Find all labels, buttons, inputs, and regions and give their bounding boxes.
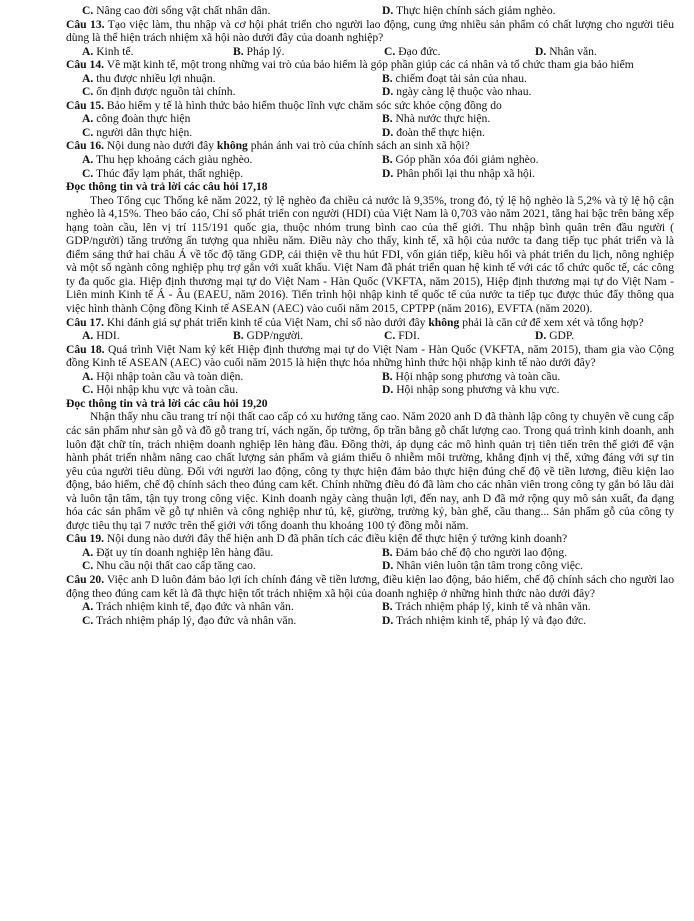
option-d: D. Hội nhập song phương và khu vực. (382, 383, 560, 397)
question-15-options (66, 112, 674, 139)
question-18: Câu 18. Quá trình Việt Nam ký kết Hiệp định thương mại tự do Việt Nam - Hàn Quốc (VKFTA, năm 2015), tham gia vào Cộng đồng Kinh tế ASEAN (AEC) vào cuối năm 2015 là hiện thực hóa những hình thức hội nhập kinh tế nào dưới đây? (66, 342, 674, 370)
question-17: Câu 17. Khi đánh giá sự phát triển kinh tế của Việt Nam, chỉ số nào dưới đây không phải là căn cứ để xem xét và tổng hợp? (66, 315, 644, 329)
question-15: Câu 15. Bảo hiểm y tế là hình thức bảo hiểm thuộc lĩnh vực chăm sóc sức khỏe cộng đồng do (66, 98, 502, 112)
option-b: B. GDP/người. (233, 329, 304, 343)
question-20-options (66, 600, 674, 627)
option-a: A. Trách nhiệm kinh tế, đạo đức và nhân văn. (82, 600, 294, 614)
question-20: Câu 20. Việc anh D luôn đảm bảo lợi ích chính đáng về tiền lương, điều kiện lao động, bảo hiểm, chế độ chính sách cho người lao động theo đúng cam kết là đã thực hiện tốt trách nhiệm xã hội của doanh nghiệp ở những hình thức nào dưới đây? (66, 572, 674, 600)
option-b: B. Đảm bảo chế độ cho người lao động. (382, 545, 568, 559)
reading-passage-17-18: Theo Tổng cục Thống kê năm 2022, tỷ lệ nghèo đa chiều cả nước là 9,35%, trong đó, tỷ lệ hộ nghèo là 5,2% và tỷ lệ hộ cận nghèo là 4,15%. Theo báo cáo, Chỉ số phát triển con người (HDI) của Việt Nam là 0,703 vào năm 2021, tăng hai bậc trên bảng xếp hạng toàn cầu, lên vị trí 115/191 quốc gia, thuộc nhóm trung bình cao của thế giới. Thu nhập bình quân trên đầu người ( GDP/người) tăng trưởng ấn tượng qua nhiều năm. Điều này cho thấy, kinh tế, xã hội của nước ta đang tiếp tục phát triển và là điểm sáng thứ hai châu Á về tốc độ tăng GDP, cải thiện về thu hút FDI, vốn gián tiếp, kiều hối và phát triển du lịch, nông nghiệp và một số ngành công nghiệp phụ trợ gắn với xuất khẩu. Việt Nam đã phát triển quan hệ kinh tế với các tổ chức quốc tế, các công ty đa quốc gia. Hiệp định thương mại tự do Việt Nam - Hàn Quốc (VKFTA, năm 2015), Hiệp định thương mại tự do Việt Nam - Liên minh Kinh tế Á - Âu (EAEU, năm 2016). Tiến trình hội nhập kinh tế quốc tế của nước ta tiếp tục được thúc đẩy thông qua việc hình thành Cộng đồng Kinh tế ASEAN (AEC) vào cuối năm 2015, CPTPP (năm 2016), EVFTA (năm 2020). (66, 193, 674, 316)
question-13: Câu 13. Tạo việc làm, thu nhập và cơ hội phát triển cho người lao động, cung ứng nhiều sản phẩm có chất lượng cho người tiêu dùng là thể hiện trách nhiệm xã hội nào dưới đây của doanh nghiệp? (66, 17, 674, 45)
option-d: D. Phân phối lại thu nhập xã hội. (382, 166, 535, 180)
reading-heading-17-18: Đọc thông tin và trả lời các câu hỏi 17,18 (66, 180, 268, 194)
option-b: B. Pháp lý. (233, 44, 285, 58)
question-17-options (66, 329, 674, 343)
option-d: D. đoàn thể thực hiện. (382, 125, 485, 139)
option-d: D. Trách nhiệm kinh tế, pháp lý và đạo đức. (382, 613, 587, 627)
option-a: A. HDI. (82, 329, 120, 343)
reading-passage-19-20: Nhận thấy nhu cầu trang trí nội thất cao cấp có xu hướng tăng cao. Năm 2020 anh D đã thành lập công ty chuyên về cung cấp các sản phẩm như sàn gỗ và đồ gỗ trang trí, vách ngăn, ốp tường, ốp trần bằng gỗ chất lượng cao. Trong quá trình kinh doanh, anh luôn đặt chữ tín, trách nhiệm doanh nghiệp lên hàng đầu. Đồng thời, áp dụng các mô hình quản trị tiên tiến trên thế giới để vận hành phát triển nhằm nâng cao chất lượng sản phẩm và giảm thiểu ô nhiễm môi trường, khẳng định vị thế, xứng đáng với sự tin yêu của người tiêu dùng. Đối với người lao động, công ty thực hiện đảm bảo thực hiện đúng chế độ về tiền lương, điều kiện lao động, bảo hiểm, chế độ chính sách theo đúng cam kết. Chính những điều đó đã làm cho các nhân viên trong công ty gắn bó lâu dài và luôn tận tâm, tận tụy trong công việc. Kinh doanh ngày càng thuận lợi, đến nay, anh D đã mở rộng quy mô sản xuất, đa dạng hóa các sản phẩm về gỗ tự nhiên và công nghiệp như tủ, kệ, giường, trường kỷ, bàn ghế, cầu thang... Sản phẩm gỗ của công ty được tiêu thụ tại 7 nước trên thế giới với tổng doanh thu khoảng 100 tỷ đồng mỗi năm. (66, 410, 674, 532)
option-d: D. GDP. (535, 329, 574, 343)
option-d: D. Nhân văn. (535, 44, 597, 58)
question-12-options-tail (66, 4, 674, 18)
option-a: A. Hội nhập toàn cầu và toàn diện. (82, 369, 244, 383)
question-14-options (66, 72, 674, 99)
question-19-options (66, 546, 674, 573)
option-c: C. Trách nhiệm pháp lý, đạo đức và nhân văn. (82, 613, 297, 627)
option-b: B. Hội nhập song phương và toàn cầu. (382, 369, 561, 383)
option-c: C. Hội nhập khu vực và toàn cầu. (82, 383, 239, 397)
question-16-options (66, 153, 674, 180)
option-a: A. thu được nhiều lợi nhuận. (82, 71, 216, 85)
option-b: B. chiếm đoạt tài sản của nhau. (382, 71, 527, 85)
option-d: D. Nhân viên luôn tận tâm trong công việc. (382, 559, 583, 573)
option-d: D. ngày càng lệ thuộc vào nhau. (382, 85, 532, 99)
question-14: Câu 14. Về mặt kinh tế, một trong những vai trò của bảo hiểm là góp phần giúp các cá nhân và tổ chức tham gia bảo hiểm (66, 58, 634, 72)
option-c: C. FDI. (384, 329, 420, 343)
option-c: C. Đạo đức. (384, 44, 441, 58)
option-c: C. Thúc đẩy lạm phát, thất nghiệp. (82, 166, 244, 180)
question-16: Câu 16. Nội dung nào dưới đây không phản ánh vai trò của chính sách an sinh xã hội? (66, 139, 470, 153)
option-a: A. Thu hẹp khoảng cách giàu nghèo. (82, 153, 253, 167)
reading-heading-19-20: Đọc thông tin và trả lời các câu hỏi 19,20 (66, 396, 268, 410)
option-a: A. Kinh tế. (82, 44, 134, 58)
option-d: D. Thực hiện chính sách giảm nghèo. (382, 4, 556, 17)
option-b: B. Góp phần xóa đói giảm nghèo. (382, 153, 539, 167)
option-c: C. ổn định được nguồn tài chính. (82, 85, 236, 99)
option-c: C. Nhu cầu nội thất cao cấp tăng cao. (82, 559, 256, 573)
question-19: Câu 19. Nội dung nào dưới đây thể hiện anh D đã phân tích các điều kiện để thực hiện ý tưởng kinh doanh? (66, 532, 568, 546)
option-b: B. Trách nhiệm pháp lý, kinh tế và nhân văn. (382, 600, 591, 614)
question-13-options (66, 45, 674, 59)
option-b: B. Nhà nước thực hiện. (382, 112, 491, 126)
option-c: C. Nâng cao đời sống vật chất nhân dân. (82, 4, 271, 17)
question-18-options (66, 370, 674, 397)
option-a: A. công đoàn thực hiện (82, 112, 191, 126)
option-c: C. người dân thực hiện. (82, 125, 193, 139)
option-a: A. Đặt uy tín doanh nghiệp lên hàng đầu. (82, 545, 274, 559)
